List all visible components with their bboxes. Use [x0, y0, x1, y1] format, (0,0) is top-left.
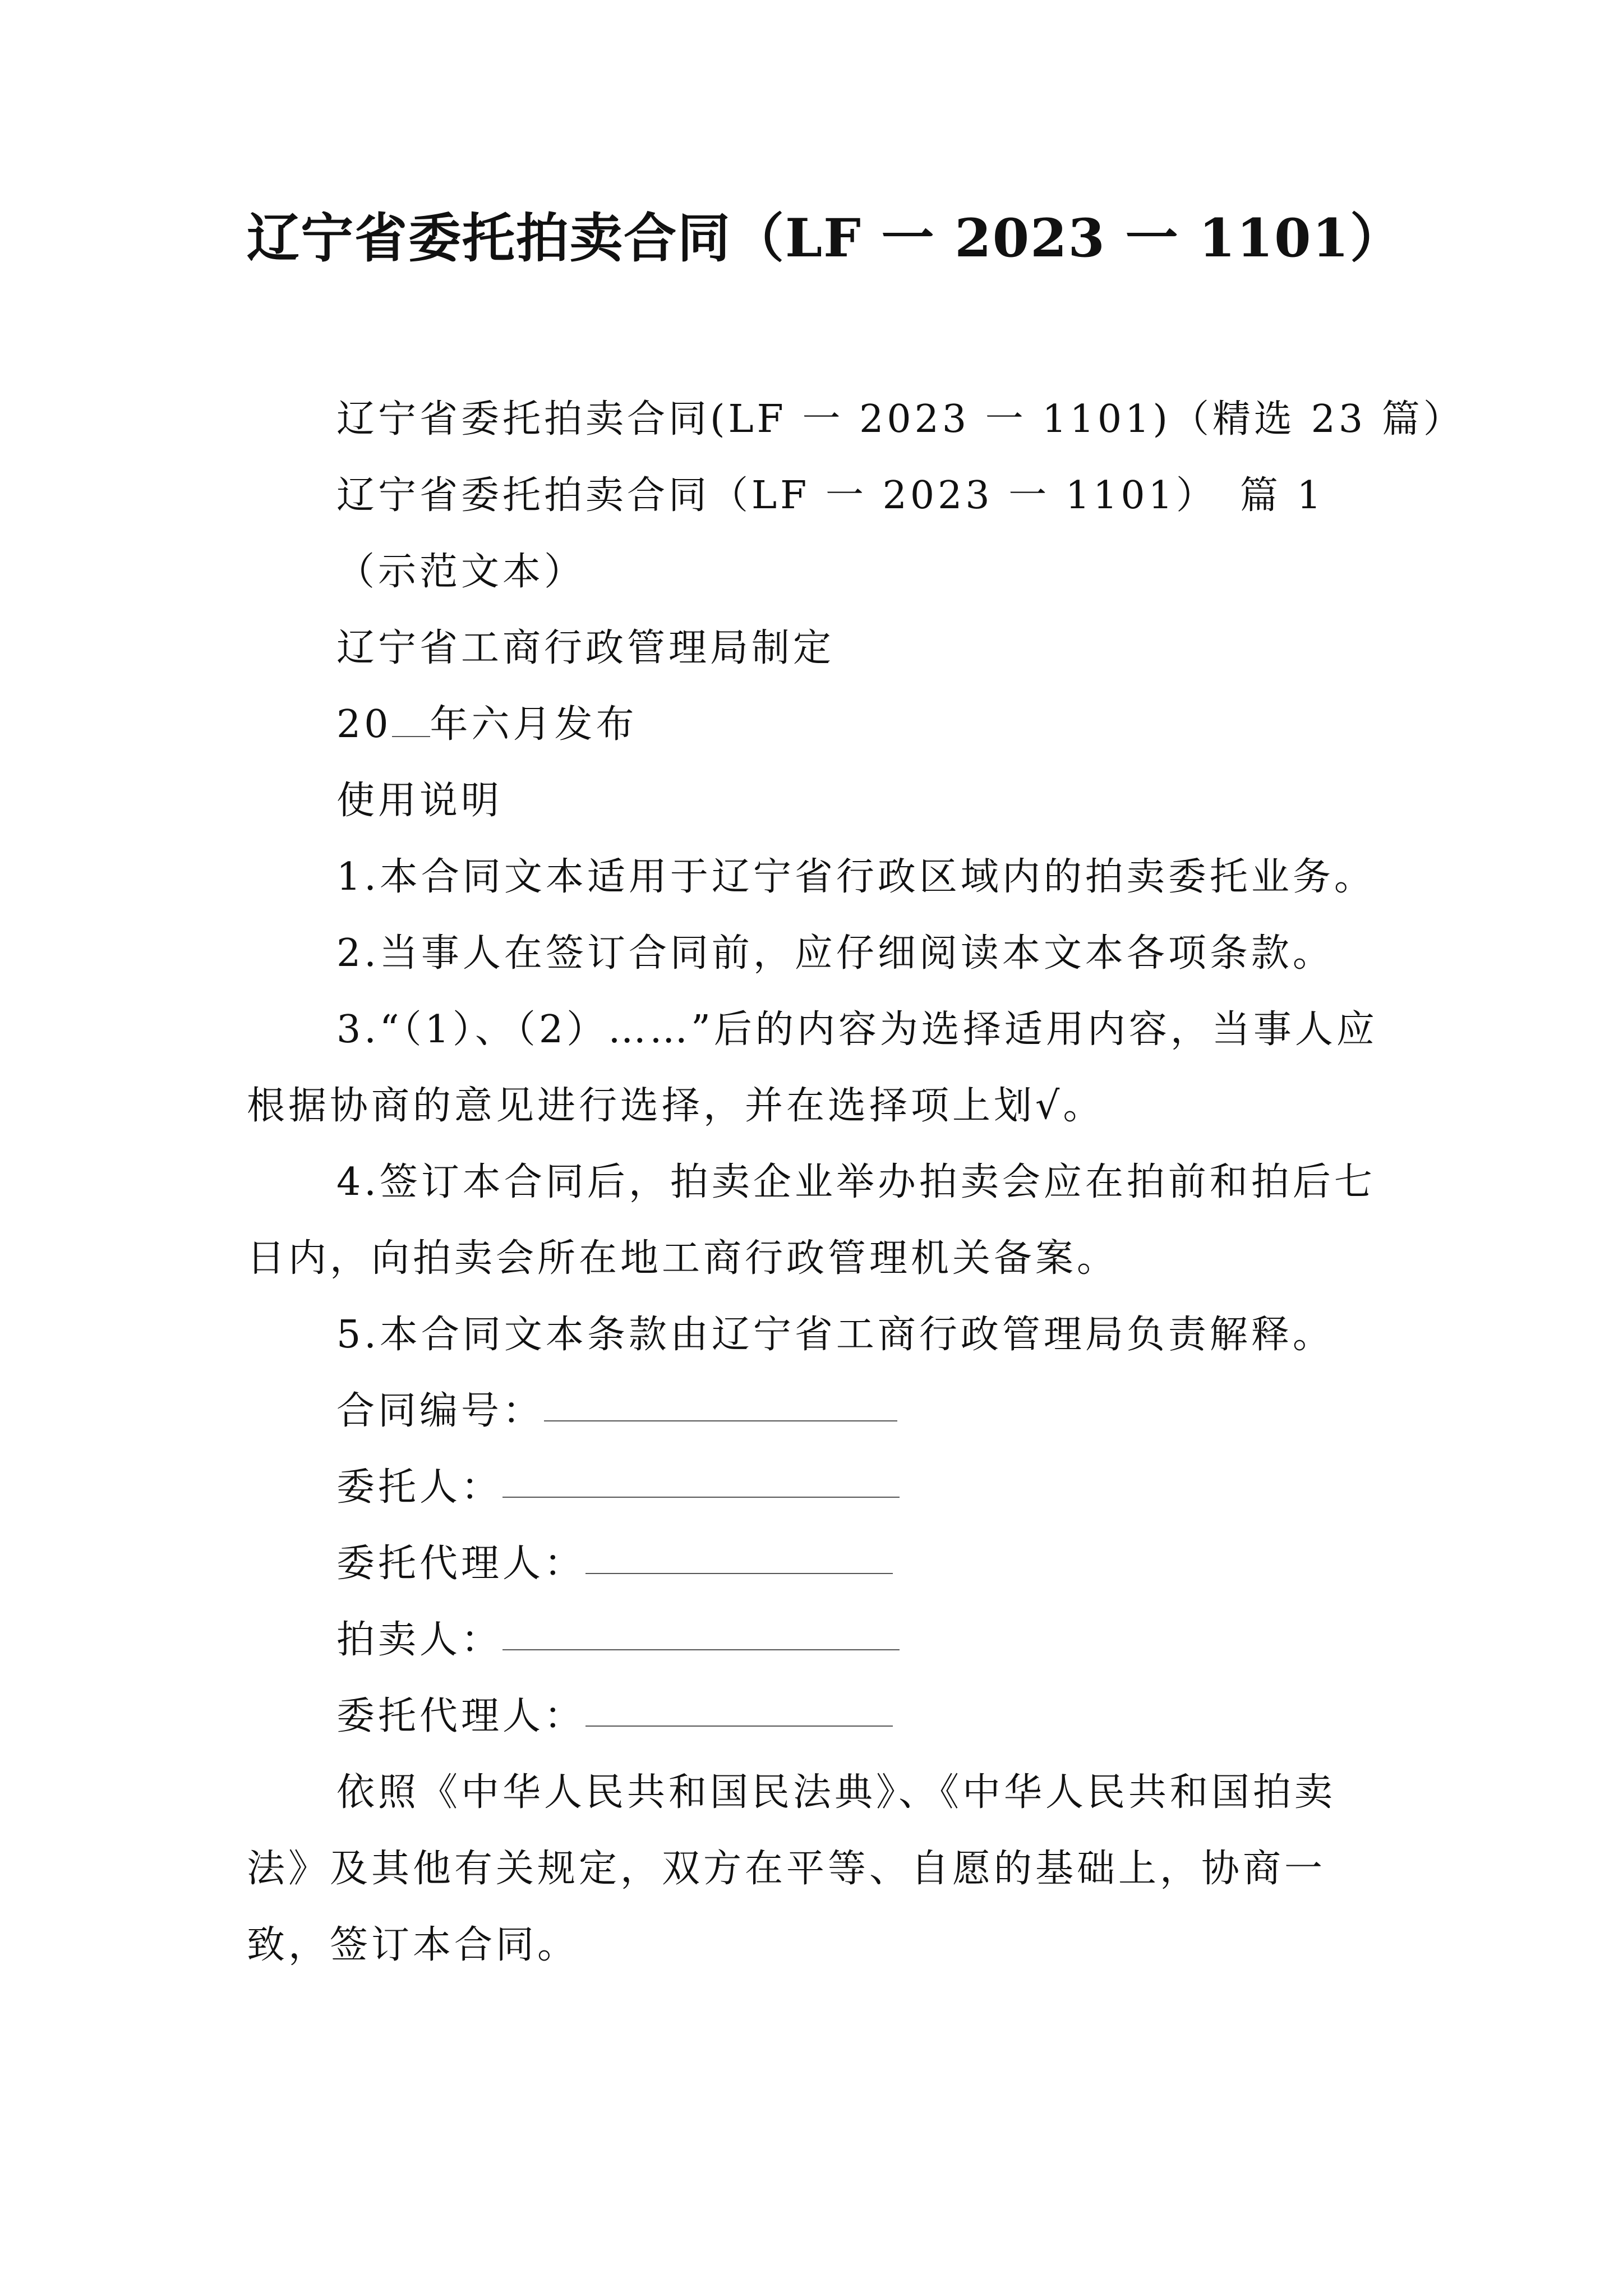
issuer-line: 辽宁省工商行政管理局制定: [336, 626, 835, 670]
principal-field: [247, 1450, 1391, 1526]
principal-agent-label: 委托代理人：: [336, 1542, 586, 1586]
usage-item-2: 2.当事人在签订合同前，应仔细阅读本文本各项条款。: [336, 931, 1334, 976]
usage-heading: 使用说明: [336, 779, 503, 823]
usage-item-4: 4.签订本合同后，拍卖企业举办拍卖会应在拍前和拍后七日内，向拍卖会所在地工商行政管理机关备案。: [247, 1160, 1376, 1281]
auctioneer-field: [247, 1602, 1391, 1678]
document-subtitle: 辽宁省委托拍卖合同(LF 一 2023 一 1101)（精选 23 篇）: [336, 397, 1465, 441]
document-body: [247, 381, 1465, 1984]
principal-blank[interactable]: [502, 1485, 900, 1498]
principal-agent-field: [247, 1526, 1391, 1602]
auctioneer-agent-blank[interactable]: [585, 1714, 893, 1727]
contract-number-field: [247, 1373, 1391, 1450]
usage-item-1: 1.本合同文本适用于辽宁省行政区域内的拍卖委托业务。: [336, 855, 1376, 899]
document-title: 辽宁省委托拍卖合同（LF 一 2023 一 1101）: [247, 208, 1404, 269]
usage-item-3: 3.“（1）、（2）……”后的内容为选择适用内容，当事人应根据协商的意见进行选择，并在选择项上划√。: [247, 1007, 1378, 1128]
auctioneer-blank[interactable]: [502, 1638, 900, 1650]
year-blank: [392, 730, 430, 737]
contract-number-label: 合同编号：: [336, 1389, 545, 1433]
publish-suffix: 年六月发布: [430, 702, 638, 747]
auctioneer-label: 拍卖人：: [336, 1618, 503, 1662]
principal-label: 委托人：: [336, 1465, 503, 1510]
auctioneer-agent-label: 委托代理人：: [336, 1694, 586, 1738]
sample-text-note: （示范文本）: [336, 550, 586, 594]
publish-date-line: [247, 687, 1391, 763]
auctioneer-agent-field: [247, 1678, 1391, 1755]
publish-year-prefix: 20: [336, 702, 392, 747]
part-heading: 辽宁省委托拍卖合同（LF 一 2023 一 1101） 篇 1: [336, 473, 1325, 518]
legal-basis-paragraph: 依照《中华人民共和国民法典》、《中华人民共和国拍卖法》及其他有关规定，双方在平等、自愿的基础上，协商一致，签订本合同。: [247, 1770, 1336, 1967]
usage-item-5: 5.本合同文本条款由辽宁省工商行政管理局负责解释。: [336, 1313, 1334, 1357]
contract-number-blank[interactable]: [544, 1409, 897, 1421]
principal-agent-blank[interactable]: [585, 1562, 893, 1574]
